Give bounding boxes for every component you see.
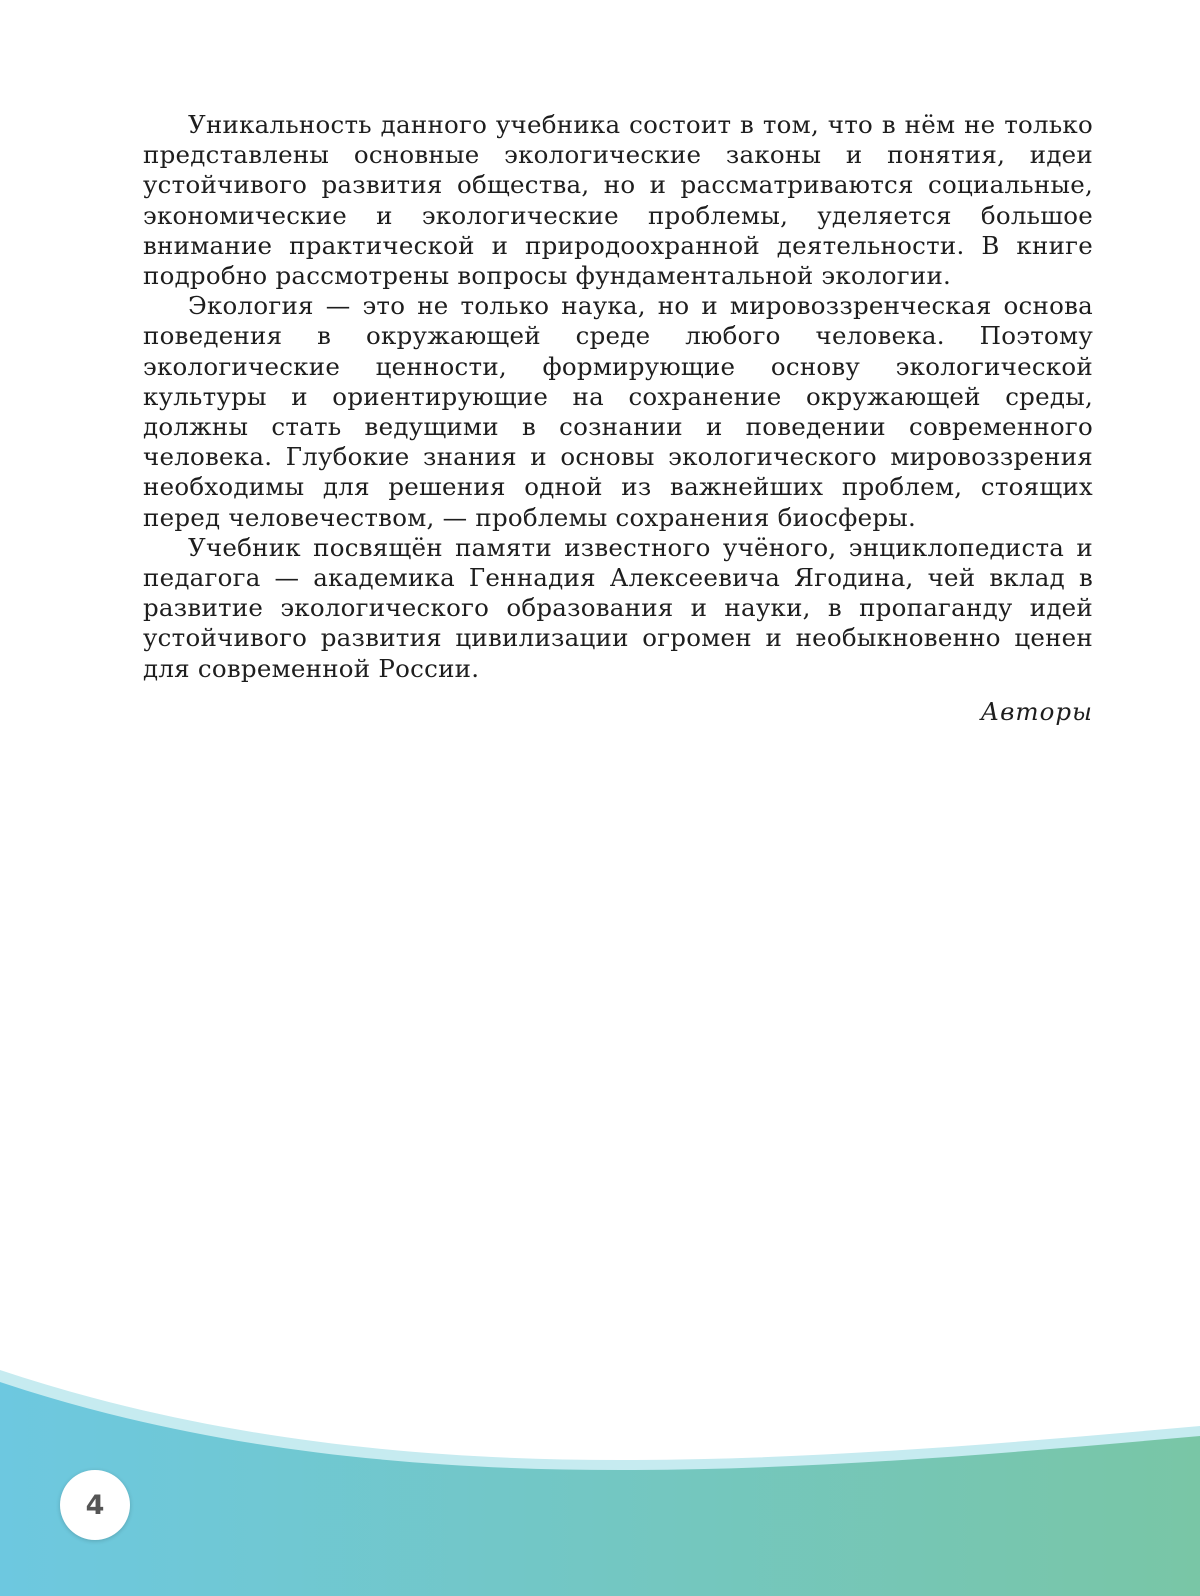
main-text [143,110,1093,684]
paragraph-3: Учебник посвящён памяти известного учёного, энциклопедиста и педагога — академика Геннадия Алексеевича Ягодина, чей вклад в развитие экологического образования и науки, в пропаганду идей устойчивого развития цивилизации огромен и необыкновенно ценен для современной России. [143,532,1093,683]
authors-signature: Авторы [980,697,1093,726]
wave-body [0,1382,1200,1596]
footer-wave [0,1360,1200,1596]
page-number: 4 [60,1470,130,1540]
paragraph-1: Уникальность данного учебника состоит в том, что в нём не только представлены основные экологические законы и понятия, идеи устойчивого развития общества, но и рассматриваются социальные, экономические и экологические проблемы, уделяется большое внимание практической и природоохранной деятельности. В книге подробно рассмотрены вопросы фундаментальной экологии. [143,110,1093,291]
paragraph-2: Экология — это не только наука, но и мировоззренческая основа поведения в окружающей среде любого человека. Поэтому экологические ценности, формирующие основу экологической культуры и ориентирующие на сохранение окружающей среды, должны стать ведущими в сознании и поведении современного человека. Глубокие знания и основы экологического мировоззрения необходимы для решения одной из важнейших проблем, стоящих перед человечеством, — проблемы сохранения биосферы. [143,291,1093,532]
